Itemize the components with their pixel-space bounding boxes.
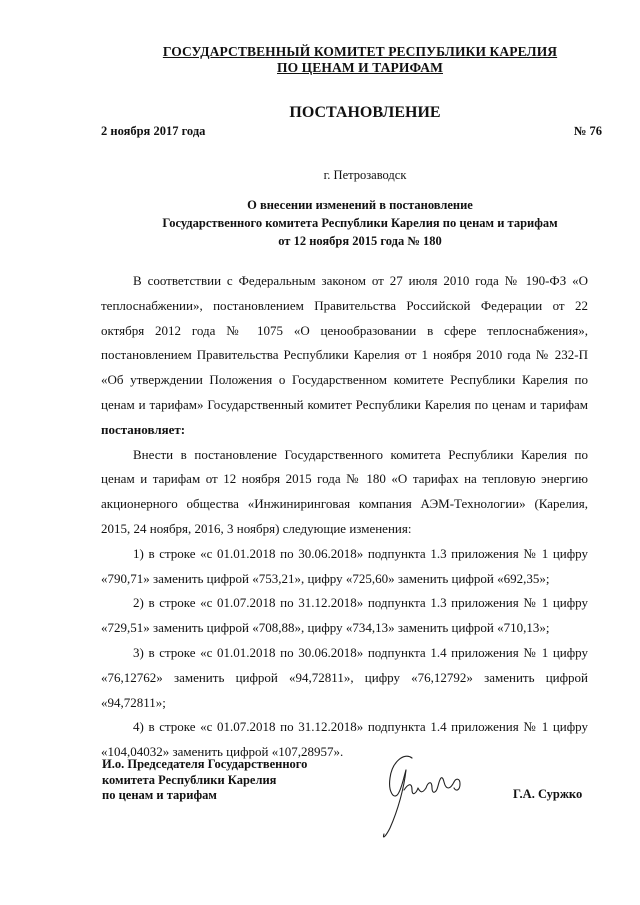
change-item-3: 3) в строке «с 01.01.2018 по 30.06.2018» подпункта 1.4 приложения № 1 цифру «76,12762» заменить цифрой «94,72811», цифру «76,12792» заменить цифрой «94,72811»; — [101, 644, 588, 710]
document-date: 2 ноября 2017 года — [101, 124, 206, 138]
organization-name-line2: ПО ЦЕНАМ И ТАРИФАМ — [277, 60, 443, 75]
subject-line2: Государственного комитета Республики Карелия по ценам и тарифам — [162, 216, 558, 230]
signatory-title — [102, 757, 307, 804]
document-number: № 76 — [573, 124, 602, 138]
change-item-2: 2) в строке «с 01.07.2018 по 31.12.2018» подпункта 1.3 приложения № 1 цифру «729,51» заменить цифрой «708,88», цифру «734,13» заменить цифрой «710,13»; — [101, 595, 588, 636]
organization-name-line1: ГОСУДАРСТВЕННЫЙ КОМИТЕТ РЕСПУБЛИКИ КАРЕЛИЯ — [162, 44, 558, 59]
preamble-paragraph — [101, 269, 588, 443]
resolves-keyword: постановляет: — [101, 421, 186, 437]
preamble-text: В соответствии с Федеральным законом от 27 июля 2010 года № 190-ФЗ «О теплоснабжении», постановлением Правительства Российской Федерации от 22 октября 2012 года № 1075 «О ценообразовании в сфере теплоснабжения», постановлением Правительства Республики Карелия от 1 ноября 2010 года № 232-П «Об утверждении Положения о Государственном комитете Республики Карелия по ценам и тарифам» Государственный комитет Республики Карелия по ценам и тарифам — [101, 273, 588, 412]
change-item-4: 4) в строке «с 01.07.2018 по 31.12.2018» подпункта 1.4 приложения № 1 цифру «104,04032» заменить цифрой «107,28957». — [101, 719, 588, 760]
signatory-title-line3: по ценам и тарифам — [102, 788, 217, 802]
signatory-title-line2: комитета Республики Карелия — [102, 772, 277, 787]
subject-line1: О внесении изменений в постановление — [247, 198, 473, 212]
signatory-title-line1: И.о. Председателя Государственного — [102, 757, 308, 771]
signatory-name: Г.А. Суржко — [513, 787, 583, 801]
subject-line3: от 12 ноября 2015 года № 180 — [278, 234, 442, 248]
document-city: г. Петрозаводск — [323, 168, 407, 182]
handwritten-signature — [368, 748, 478, 848]
document-type-title: ПОСТАНОВЛЕНИЕ — [289, 104, 441, 121]
intro-paragraph: Внести в постановление Государственного комитета Республики Карелия по ценам и тарифам от 12 ноября 2015 года № 180 «О тарифах на тепловую энергию акционерного общества «Инжиниринговая компания АЭМ-Технологии» (Карелия, 2015, 24 ноября, 2016, 3 ноября) следующие изменения: — [101, 446, 588, 536]
change-item-1: 1) в строке «с 01.01.2018 по 30.06.2018» подпункта 1.3 приложения № 1 цифру «790,71» заменить цифрой «753,21», цифру «725,60» заменить цифрой «692,35»; — [101, 545, 588, 586]
document-body — [101, 269, 588, 765]
